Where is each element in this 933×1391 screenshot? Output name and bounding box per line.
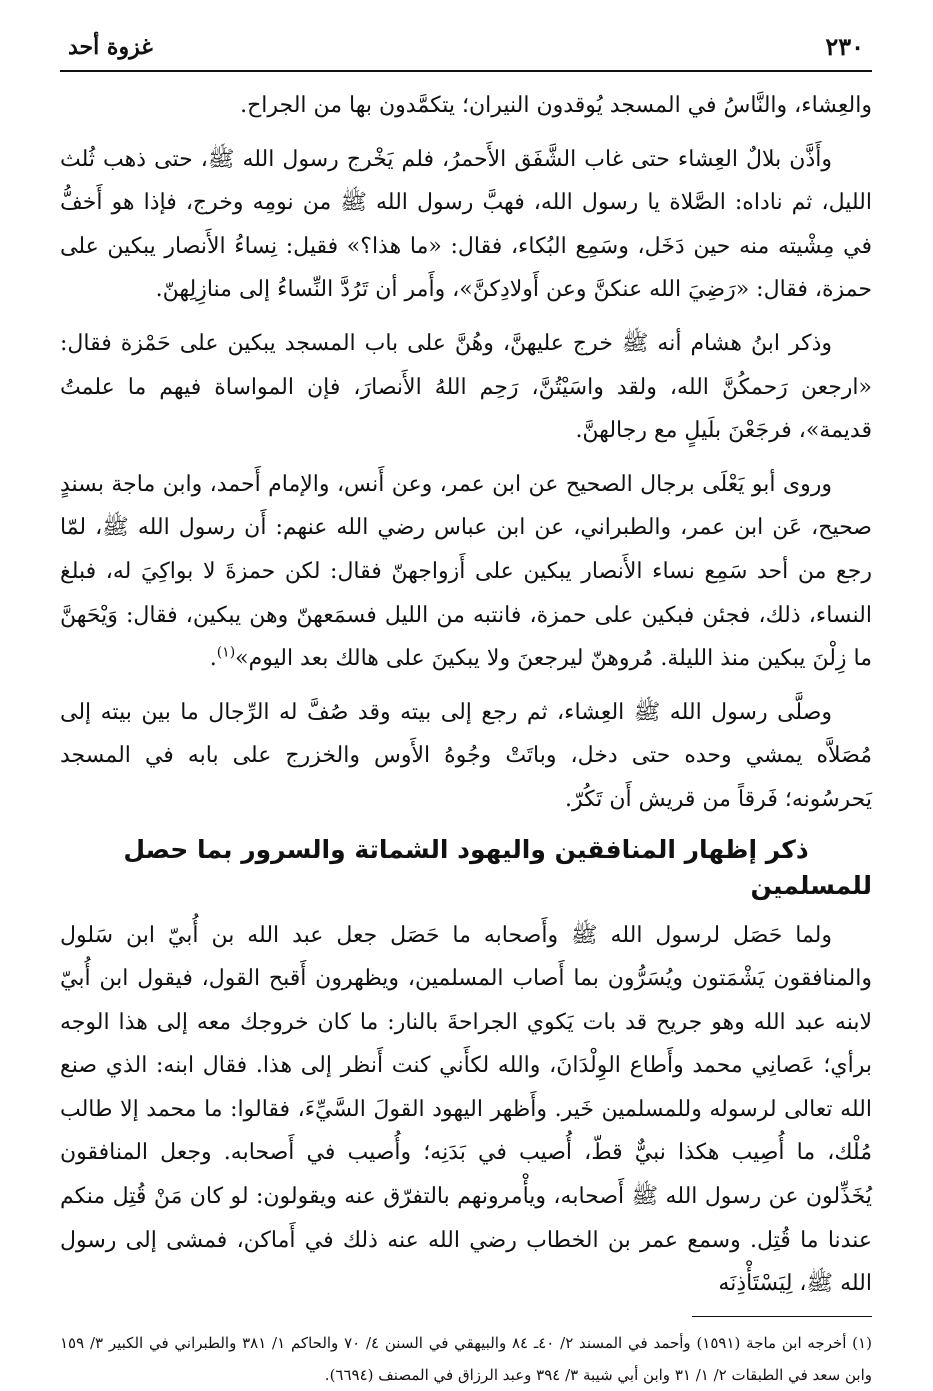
paragraph: وذكر ابنُ هشام أنه ﷺ خرج عليهنَّ، وهُنَّ على باب المسجد يبكين على حَمْزة فقال: «ارجعن رَحمكُنَّ الله، ولقد واسَيْتُنَّ، رَحِم اللهُ الأَنصارَ، فإن المواساة فيهم ما علمتُ قديمة»، فرجَعْنَ بلَيلٍ مع رجالهنَّ. [60, 330, 872, 444]
page-header [60, 30, 872, 72]
paragraph: وأَذَّن بلالٌ العِشاء حتى غاب الشَّفَق الأَحمرُ، فلم يَخْرج رسول الله ﷺ، حتى ذهب ثُلث الليل، ثم ناداه: الصَّلاة يا رسول الله، فهبَّ رسول الله ﷺ من نومِه وخرج، فإذا هو أَخفُّ في مِشْيته منه حين دَخَل، وسَمِع البُكاء، فقال: «ما هذا؟» فقيل: نِساءُ الأَنصار يبكين على حمزة، فقال: «رَضِيَ الله عنكنَّ وعن أَولادِكنَّ»، وأَمر أن تَرُدَّ النِّساءُ إلى منازِلِهنّ. [60, 146, 872, 303]
footnotes [60, 1327, 872, 1391]
paragraph: وصلَّى رسول الله ﷺ العِشاء، ثم رجع إلى بيته وقد صُفَّ له الرِّجال ما بين بيته إلى مُصَلاَّه يمشي وحده حتى دخل، وباتَتْ وجُوهُ الأَوس والخزرج على بابه في المسجد يَحرسُونه؛ فَرقاً من قريش أَن تَكُرّ. [60, 699, 872, 812]
section-heading: ذكر إظهار المنافقين واليهود الشماتة والسرور بما حصل للمسلمين [123, 834, 872, 900]
footnote-divider [692, 1316, 872, 1317]
document-page [60, 30, 872, 1384]
paragraph-text: وروى أبو يَعْلَى برجال الصحيح عن ابن عمر، وعن أَنس، والإمام أَحمد، وابن ماجة بسندٍ صحيح، عَن ابن عمر، والطبراني، عن ابن عباس رضي الله عنهم: أَن رسول الله ﷺ، لمّا رجع من أحد سَمِع نساء الأَنصار يبكين على أَزواجهنّ فقال: لكن حمزةَ لا بواكِيَ له، فبلغ النساء، ذلك، فجئن فبكين على حمزة، فانتبه من الليل فسمَعهنّ وهن يبكين، فقال: وَيْحَهنَّ ما زِلْنَ يبكين منذ الليلة. مُروهنّ ليرجعنَ ولا يبكينَ على هالك بعد اليوم» [60, 471, 872, 672]
paragraph: وروى أبو يَعْلَى برجال الصحيح عن ابن عمر، وعن أَنس، والإمام أَحمد، وابن ماجة بسندٍ صحيح، عَن ابن عمر، والطبراني، عن ابن عباس رضي الله عنهم: أَن رسول الله ﷺ، لمّا رجع من أحد سَمِع نساء الأَنصار يبكين على أَزواجهنّ فقال: لكن حمزةَ لا بواكِيَ له، فبلغ النساء، ذلك، فجئن فبكين على حمزة، فانتبه من الليل فسمَعهنّ وهن يبكين، فقال: وَيْحَهنَّ ما زِلْنَ يبكين منذ الليلة. مُروهنّ ليرجعنَ ولا يبكينَ على هالك بعد اليوم»$^{(١)}$. [60, 471, 872, 672]
footnote-reference: (١) [216, 644, 236, 661]
paragraph: والعِشاء، والنَّاسُ في المسجد يُوقدون النيران؛ يتكمَّدون بها من الجراح. [240, 93, 872, 118]
paragraph: ولما حَصَل لرسول الله ﷺ وأَصحابه ما حَصَل جعل عبد الله بن أُبيّ ابن سَلول والمنافقون يَشْمَتون ويُسَرُّون بما أَصاب المسلمين، ويظهرون أَقبح القول، فيقول ابن أُبيّ لابنه عبد الله وهو جريح قد بات يَكوي الجراحةَ بالنار: ما كان خروجك معه إلى هذا الوجه برأي؛ عَصانِي محمد وأَطاع الوِلْدَانَ، والله لكأَني كنت أَنظر إلى هذا. فقال ابنه: الذي صنع الله تعالى لرسوله وللمسلمين خَير. وأَظهر اليهود القولَ السَّيِّءَ، فقالوا: ما محمد إلا طالب مُلْك، ما أُصِيب هكذا نبيٌّ قطّ، أُصيب في بَدَنِه؛ وأُصيب في أَصحابه. وجعل المنافقون يُخَذِّلون عن رسول الله ﷺ أَصحابه، ويأْمرونهم بالتفرّق عنه ويقولون: لو كان مَنْ قُتِل منكم عندنا ما قُتِل. وسمع عمر بن الخطاب رضي الله عنه ذلك في أَماكن، فمشى إلى رسول الله ﷺ، لِيَسْتَأْذِنَه [60, 922, 872, 1297]
body-text [60, 84, 872, 1306]
footnote: (١) أخرجه ابن ماجة (١٥٩١) وأحمد في المسند ٢/ ٤٠ـ ٨٤ والبيهقي في السنن ٤/ ٧٠ والحاكم ١/ ٣٨١ والطبراني في الكبير ٣/ ١٥٩ وابن سعد في الطبقات ٢/ ١/ ٣١ وابن أبي شيبة ٣/ ٣٩٤ وعبد الرزاق في المصنف (٦٦٩٤). [60, 1333, 872, 1384]
page-number: ٢٣٠ [825, 32, 864, 61]
running-title: غزوة أحد [68, 34, 153, 60]
